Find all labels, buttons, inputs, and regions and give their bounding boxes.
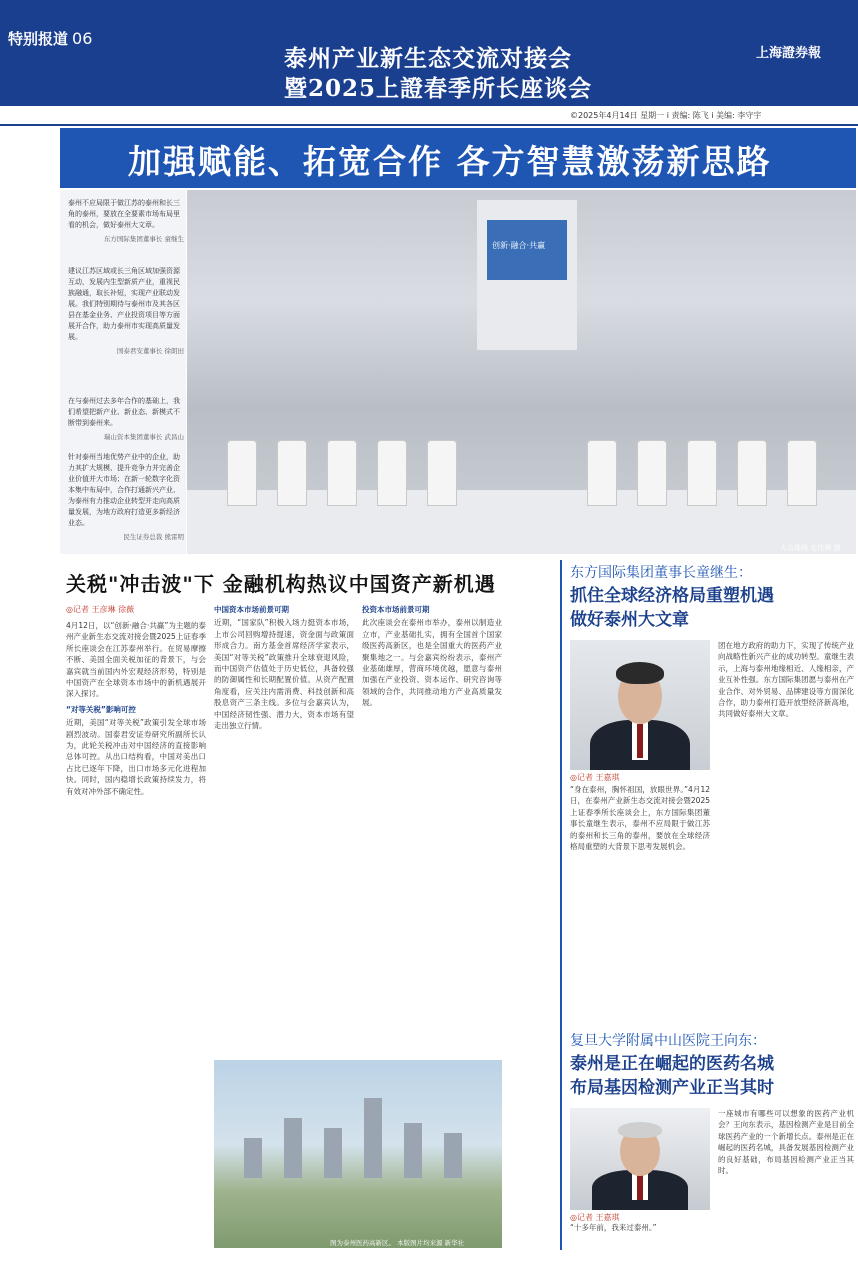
building [404,1123,422,1178]
conference-photo [187,190,856,554]
newspaper-brand: 上海證券報 [756,46,822,61]
article1-paragraph: 近期，美国“对等关税”政策引发全球市场剧烈波动。国泰君安证券研究所副所长认为，此轮关税冲击对中国经济的直接影响总体可控。从出口结构看，中国对美出口占比已逐年下降，出口市场多元化进程加快。同时，国内稳增长政策持续发力，将有效对冲外部不确定性。 [66,718,206,796]
city-photo-caption: 图为泰州医药高新区。 本版图片均来源 新华社 [330,1239,465,1247]
article1-column1 [66,620,206,1280]
article1-subhead: 投资本市场前景可期 [362,605,430,614]
chair [737,440,767,506]
quote-text: 针对泰州当地优势产业中的企业，助力其扩大规模、提升竞争力并完善企业价值并大市场；在新一轮数字化资本集中布局中，合作打通新兴产业、为泰州有力推动企业转型并走向高质量发展，为地方政府打造更多新经济业态。 [68,453,180,527]
chair [327,440,357,506]
article2-title-line: 抓住全球经济格局重塑机遇 [570,586,774,606]
chair [427,440,457,506]
masthead-rule [0,124,858,126]
portrait-photo [570,1108,710,1210]
photo-caption: 大会现场 史佳祺 摄 [780,544,841,552]
article3-column2: 一座城市有哪些可以想象的医药产业机会？王向东表示，基因检测产业是目前全球医药产业的一个新增长点。泰州是正在崛起的医药名城，具备发展基因检测产业的良好基础，布局基因检测产业正当其时。 [718,1109,854,1176]
article1-subhead: “对等关税”影响可控 [66,704,136,714]
quote-item [68,396,184,443]
article3-column1: “十多年前，我来过泰州。” [570,1223,657,1232]
date-line: ©2025年4月14日 星期一 i 责编: 陈飞 i 美编: 李守宇 [570,111,762,120]
building [284,1118,302,1178]
article2-byline: ◎记者 王嘉琪 [570,773,620,782]
portrait-photo [570,640,710,770]
article1-title: 关税"冲击波"下 金融机构热议中国资产新机遇 [66,572,496,596]
chair [377,440,407,506]
quotes-sidebar [60,190,186,554]
quote-author: 东方国际集团董事长 童继生 [103,235,184,243]
article2-title-line: 做好泰州大文章 [570,610,689,630]
hair [618,1122,662,1138]
article2-title [570,584,774,632]
article1-paragraph: 4月12日，以“创新·融合·共赢”为主题的泰州产业新生态交流对接会暨2025上证春季所长座谈会在江苏泰州举行。在贸易摩擦不断、美国全面关税加征的背景下，与会嘉宾就当前国内外宏观经济形势，特别是中国资产在全球资本市场中的新机遇展开深入探讨。 [66,621,206,699]
article3-byline: ◎记者 王嘉琪 [570,1213,620,1222]
quote-item [68,452,184,543]
chair [687,440,717,506]
quote-text: 建议江苏区域或长三角区域加强资源互动，发展内生型新质产业，重视民族融通，取长补短，实现产业联动发展。我们特别期待与泰州市及其各区县在基金业务、产业投资项目等方面展开合作，助力泰州市实现高质量发展。 [68,267,180,341]
hair [616,662,664,684]
article1-paragraph: 此次座谈会在泰州市举办，泰州以制造业立市，产业基础扎实，拥有全国首个国家级医药高新区，也是全国重大的医药产业聚集地之一。与会嘉宾纷纷表示，泰州产业基础雄厚，营商环境优越，愿意与泰州加强在产业投资、资本运作、研究咨询等领域的合作，共同推动地方产业高质量发展。 [362,618,502,708]
section-label [8,28,92,49]
hero-headline: 加强赋能、拓宽合作 各方智慧激荡新思路 [128,142,772,181]
article1-byline: ◎记者 王彦琳 徐薇 [66,605,135,614]
tie [637,724,643,758]
quote-author: 民生证券总裁 熊雷明 [123,533,184,541]
article3-title-line: 泰州是正在崛起的医药名城 [570,1054,774,1074]
quote-item [68,198,184,245]
chair [787,440,817,506]
building [324,1128,342,1178]
article3-title-line: 布局基因检测产业正当其时 [570,1078,774,1098]
building [444,1133,462,1178]
chair [637,440,667,506]
quote-text: 在与泰州过去多年合作的基础上，我们希望把新产业、新业态、新模式不断带到泰州来。 [68,397,180,427]
article2-column1: “身在泰州，胸怀祖国，放眼世界。”4月12日，在泰州产业新生态交流对接会暨2025上证春季所长座谈会上，东方国际集团董事长童继生表示，泰州不应局限于做江苏的泰州和长三角的泰州，要放在全球经济格局重塑的大背景下思考发展机会。 [570,785,710,852]
section-name: 特别报道 [8,30,69,48]
city-photo [214,1060,502,1248]
masthead-title-line1: 泰州产业新生态交流对接会 [284,45,572,72]
page-number: 06 [72,29,93,48]
masthead-title-line2: 暨2025上證春季所长座谈会 [284,75,593,102]
quote-item [68,266,184,357]
screen-text: 创新·融合·共赢 [492,241,546,250]
article1-paragraph: 近期，“国家队”积极入场力挺资本市场，上市公司回购增持提速，资金面与政策面形成合力。南方基金首席经济学家表示，美国“对等关税”政策推升全球衰退风险，而中国资产估值处于历史低位，具备较强的防御属性和长期配置价值。从资产配置角度看，应关注内需消费、科技创新和高股息资产三条主线。多位与会嘉宾认为，中国经济韧性强、潜力大，资本市场有望走出独立行情。 [214,618,354,731]
article3-title [570,1052,774,1100]
tie [637,1174,643,1200]
chair [227,440,257,506]
building [364,1098,382,1178]
article2-kicker: 东方国际集团董事长童继生： [570,565,752,581]
chair [277,440,307,506]
quote-author: 瑞山资本集团董事长 武昌山 [103,433,184,441]
article1-subhead: 中国资本市场前景可期 [214,605,289,614]
chair [587,440,617,506]
quote-author: 国泰君安董事长 徐朗田 [116,347,184,355]
divider [560,560,562,1250]
building [244,1138,262,1178]
article3-kicker: 复旦大学附属中山医院王向东： [570,1033,766,1049]
quote-text: 泰州不应局限于做江苏的泰州和长三角的泰州，要放在全要素市场布局里看的机会，做好泰州大文章。 [68,199,180,229]
article2-column2: 团在地方政府的助力下，实现了传统产业向战略性新兴产业的成功转型。童继生表示，上海与泰州地缘相近、人缘相亲，产业互补性强。东方国际集团愿与泰州在产业合作、对外贸易、品牌建设等方面深化合作，助力泰州打造开放型经济新高地，共同做好泰州大文章。 [718,641,854,719]
